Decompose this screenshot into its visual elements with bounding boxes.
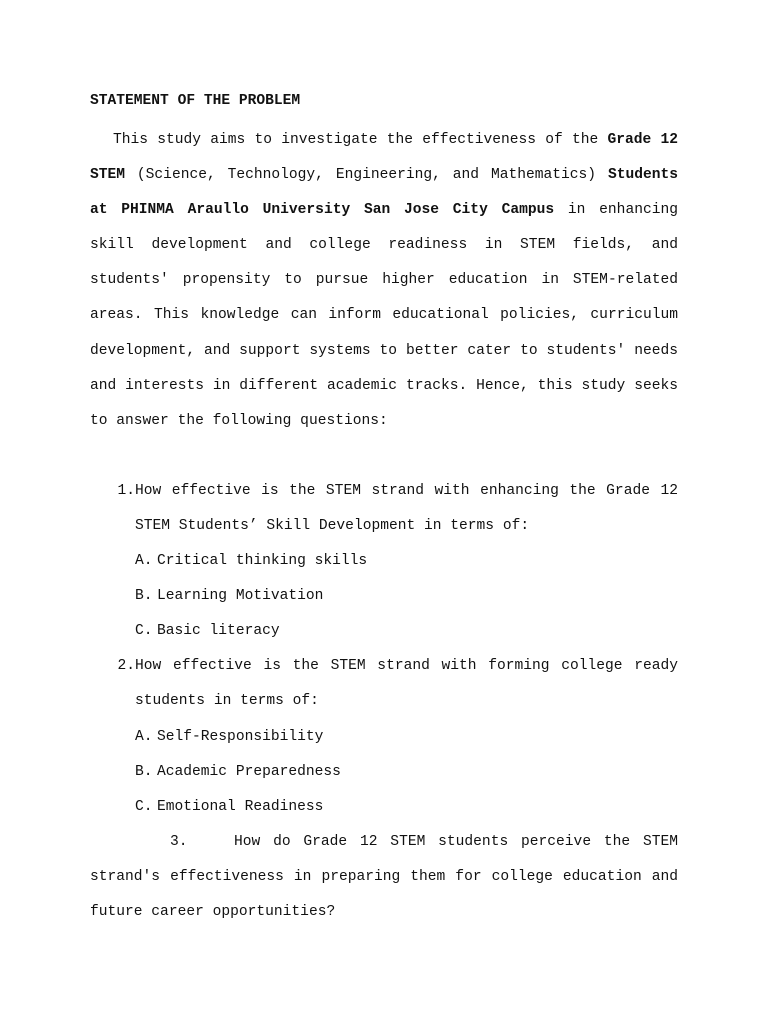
sub-item-letter: B. [135, 763, 153, 780]
sub-item-letter: A. [135, 728, 153, 745]
question-text: How effective is the STEM strand with enhancing the Grade 12 STEM Students’ Skill Development in terms of: [135, 482, 678, 534]
sub-item-letter: B. [135, 588, 153, 605]
question-3 [90, 825, 678, 930]
sub-item-text: Basic literacy [157, 623, 280, 640]
question-number: 3. [170, 833, 188, 850]
question-1 [90, 474, 678, 544]
sub-item [90, 790, 678, 825]
sub-item-text: Self-Responsibility [157, 728, 324, 745]
sub-item-text: Academic Preparedness [157, 763, 341, 780]
sub-item-text: Emotional Readiness [157, 798, 324, 815]
document-page [90, 88, 678, 930]
sub-item-letter: C. [135, 798, 153, 815]
intro-middle: (Science, Technology, Engineering, and Mathematics) [125, 167, 608, 184]
intro-paragraph [90, 123, 678, 439]
sub-item [90, 614, 678, 649]
sub-item [90, 544, 678, 579]
intro-rest: in enhancing skill development and college readiness in STEM fields, and students' propensity to pursue higher education in STEM-related areas. This knowledge can inform educational policies, curriculum development, and support systems to better cater to students' needs and interests in different academic tracks. Hence, this study seeks to answer the following questions: [90, 202, 678, 429]
sub-item-letter: A. [135, 553, 153, 570]
question-2 [90, 649, 678, 719]
sub-item [90, 720, 678, 755]
intro-lead: This study aims to investigate the effectiveness of the [113, 132, 608, 148]
intro-bold-school: Students at PHINMA Araullo University San Jose City Campus [90, 167, 678, 219]
sub-item [90, 579, 678, 614]
sub-item-text: Critical thinking skills [157, 553, 368, 570]
spacer [90, 439, 678, 474]
question-list [90, 474, 678, 930]
question-text: How do Grade 12 STEM students perceive the STEM strand's effectiveness in preparing them for college education and future career opportunities? [90, 833, 678, 920]
intro-bold-subject: Grade 12 STEM [90, 132, 678, 184]
section-heading: STATEMENT OF THE PROBLEM [90, 93, 301, 109]
sub-item [90, 755, 678, 790]
question-number: 1. [117, 482, 135, 499]
sub-item-letter: C. [135, 623, 153, 640]
question-number: 2. [117, 658, 135, 675]
question-text: How effective is the STEM strand with forming college ready students in terms of: [135, 658, 678, 710]
sub-item-text: Learning Motivation [157, 588, 324, 605]
